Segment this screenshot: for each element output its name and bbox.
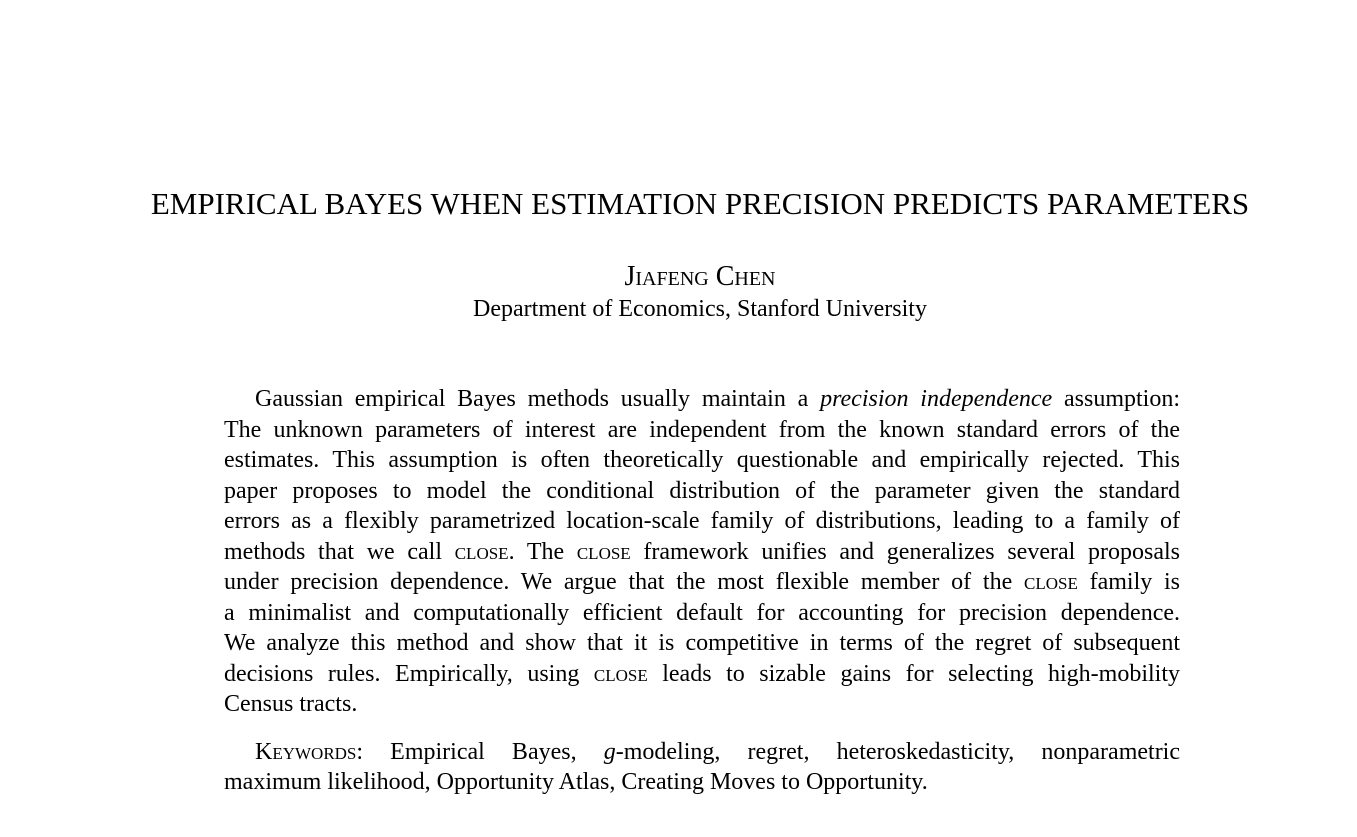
abstract-line: The unknown parameters of interest are independent from the known standard errors of the bbox=[224, 416, 1180, 443]
abstract-line bbox=[224, 384, 1180, 415]
abstract-line: a minimalist and computationally efficient default for accounting for precision dependence. bbox=[224, 599, 1180, 626]
text-span: under precision dependence. We argue that the most flexible member of the bbox=[224, 569, 1024, 595]
text-span: framework unifies and generalizes several proposals bbox=[630, 538, 1180, 565]
emphasis-text: g bbox=[603, 738, 616, 765]
author-name: Jiafeng Chen bbox=[624, 261, 776, 292]
paper-title: EMPIRICAL BAYES WHEN ESTIMATION PRECISION PREDICTS PARAMETERS bbox=[150, 186, 1250, 221]
text-span: family is bbox=[1077, 569, 1181, 595]
abstract bbox=[224, 384, 1180, 798]
method-name: close bbox=[576, 538, 631, 565]
abstract-line: estimates. This assumption is often theoretically questionable and empirically rejected. This bbox=[224, 447, 1180, 473]
abstract-line: paper proposes to model the conditional distribution of the parameter given the standard bbox=[224, 477, 1180, 504]
abstract-paragraph bbox=[224, 384, 1180, 720]
abstract-line: errors as a flexibly parametrized location-scale family of distributions, leading to a family of bbox=[224, 508, 1180, 534]
keywords bbox=[224, 737, 1180, 798]
keywords-label: Keywords bbox=[255, 738, 357, 765]
abstract-line bbox=[224, 659, 1180, 690]
text-span: leads to sizable gains for selecting high-mobility bbox=[647, 660, 1181, 687]
method-name: close bbox=[454, 538, 509, 565]
abstract-line: Census tracts. bbox=[224, 691, 358, 717]
method-name: close bbox=[1024, 569, 1078, 595]
text-span: assumption: bbox=[1052, 386, 1181, 412]
emphasis-text: precision independence bbox=[820, 386, 1053, 412]
text-span: methods that we call bbox=[224, 538, 455, 565]
text-span: . The bbox=[508, 538, 577, 565]
abstract-line bbox=[224, 537, 1180, 568]
text-span: : Empirical Bayes, bbox=[356, 738, 604, 765]
keywords-line bbox=[224, 737, 1180, 768]
text-span: decisions rules. Empirically, using bbox=[224, 660, 594, 687]
abstract-line: We analyze this method and show that it is competitive in terms of the regret of subsequent bbox=[224, 630, 1180, 656]
abstract-line bbox=[224, 567, 1180, 598]
method-name: close bbox=[593, 660, 648, 687]
text-span: Gaussian empirical Bayes methods usually maintain a bbox=[255, 386, 821, 412]
author-affiliation: Department of Economics, Stanford University bbox=[473, 296, 927, 322]
keywords-line: maximum likelihood, Opportunity Atlas, Creating Moves to Opportunity. bbox=[224, 769, 928, 795]
text-span: -modeling, regret, heteroskedasticity, nonparametric bbox=[615, 738, 1181, 765]
